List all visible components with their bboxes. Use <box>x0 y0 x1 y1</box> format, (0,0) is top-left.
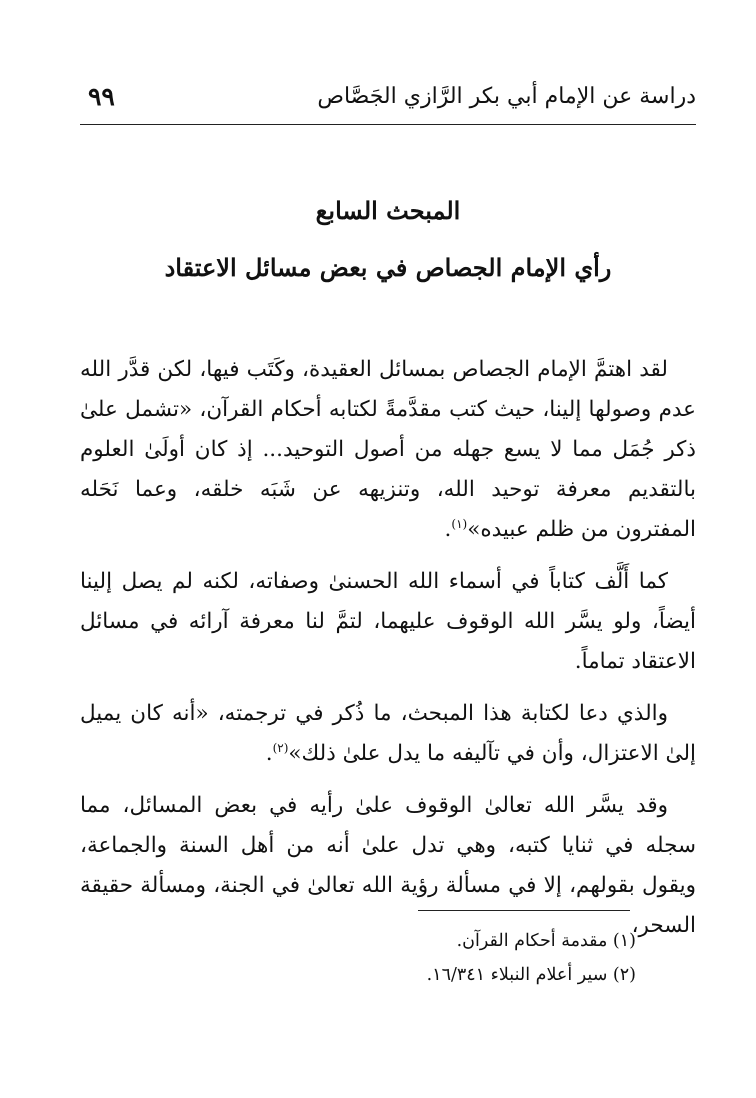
section-title: رأي الإمام الجصاص في بعض مسائل الاعتقاد <box>164 253 612 282</box>
running-header <box>80 82 696 122</box>
paragraph-text: كما أَلَّف كتاباً في أسماء الله الحسنىٰ وصفاته، لكنه لم يصل إلينا أيضاً، ولو يسَّر الله الوقوف عليهما، لتمَّ لنا معرفة آرائه في مسائل الاعتقاد تماماً. <box>80 569 696 674</box>
footnote-reference[interactable]: (٢) <box>272 740 289 755</box>
footnote: (١) مقدمة أحكام القرآن. <box>456 931 636 951</box>
footnote-rule <box>418 910 630 911</box>
paragraph <box>80 786 696 946</box>
paragraph-text: وقد يسَّر الله تعالىٰ الوقوف علىٰ رأيه في بعض المسائل، مما سجله في ثنايا كتبه، وهي تدل علىٰ أنه من أهل السنة والجماعة، ويقول بقولهم، إلا في مسألة رؤية الله تعالىٰ في الجنة، ومسألة حقيقة السحر، <box>80 793 696 938</box>
section-heading: المبحث السابع <box>315 196 461 225</box>
footnote: (٢) سير أعلام النبلاء ١٦/٣٤١. <box>426 965 636 985</box>
footnotes <box>80 924 640 992</box>
paragraph-text: والذي دعا لكتابة هذا المبحث، ما ذُكر في ترجمته، «أنه كان يميل إلىٰ الاعتزال، وأن في تآليفه ما يدل علىٰ ذلك» <box>80 701 696 766</box>
footnote-reference[interactable]: (١) <box>451 516 468 531</box>
paragraph <box>80 350 696 550</box>
page-number: ٩٩ <box>88 82 115 111</box>
paragraph-tail: . <box>265 741 273 766</box>
paragraph-text: لقد اهتمَّ الإمام الجصاص بمسائل العقيدة، وكَتَب فيها، لكن قدَّر الله عدم وصولها إلينا، حيث كتب مقدَّمةً لكتابه أحكام القرآن، «تشمل علىٰ ذكر جُمَل مما لا يسع جهله من أصول التوحيد... إذ كان أولَىٰ العلوم بالتقديم معرفة توحيد الله، وتنزيهه عن شَبَه خلقه، وعما نَحَله المفترون من ظلم عبيده» <box>80 357 696 542</box>
paragraph <box>80 694 696 774</box>
header-rule <box>80 124 696 125</box>
running-title: دراسة عن الإمام أبي بكر الرَّازي الجَصَّاص <box>317 84 696 109</box>
paragraph-tail: . <box>444 517 452 542</box>
paragraph <box>80 562 696 682</box>
body-text <box>80 350 696 958</box>
